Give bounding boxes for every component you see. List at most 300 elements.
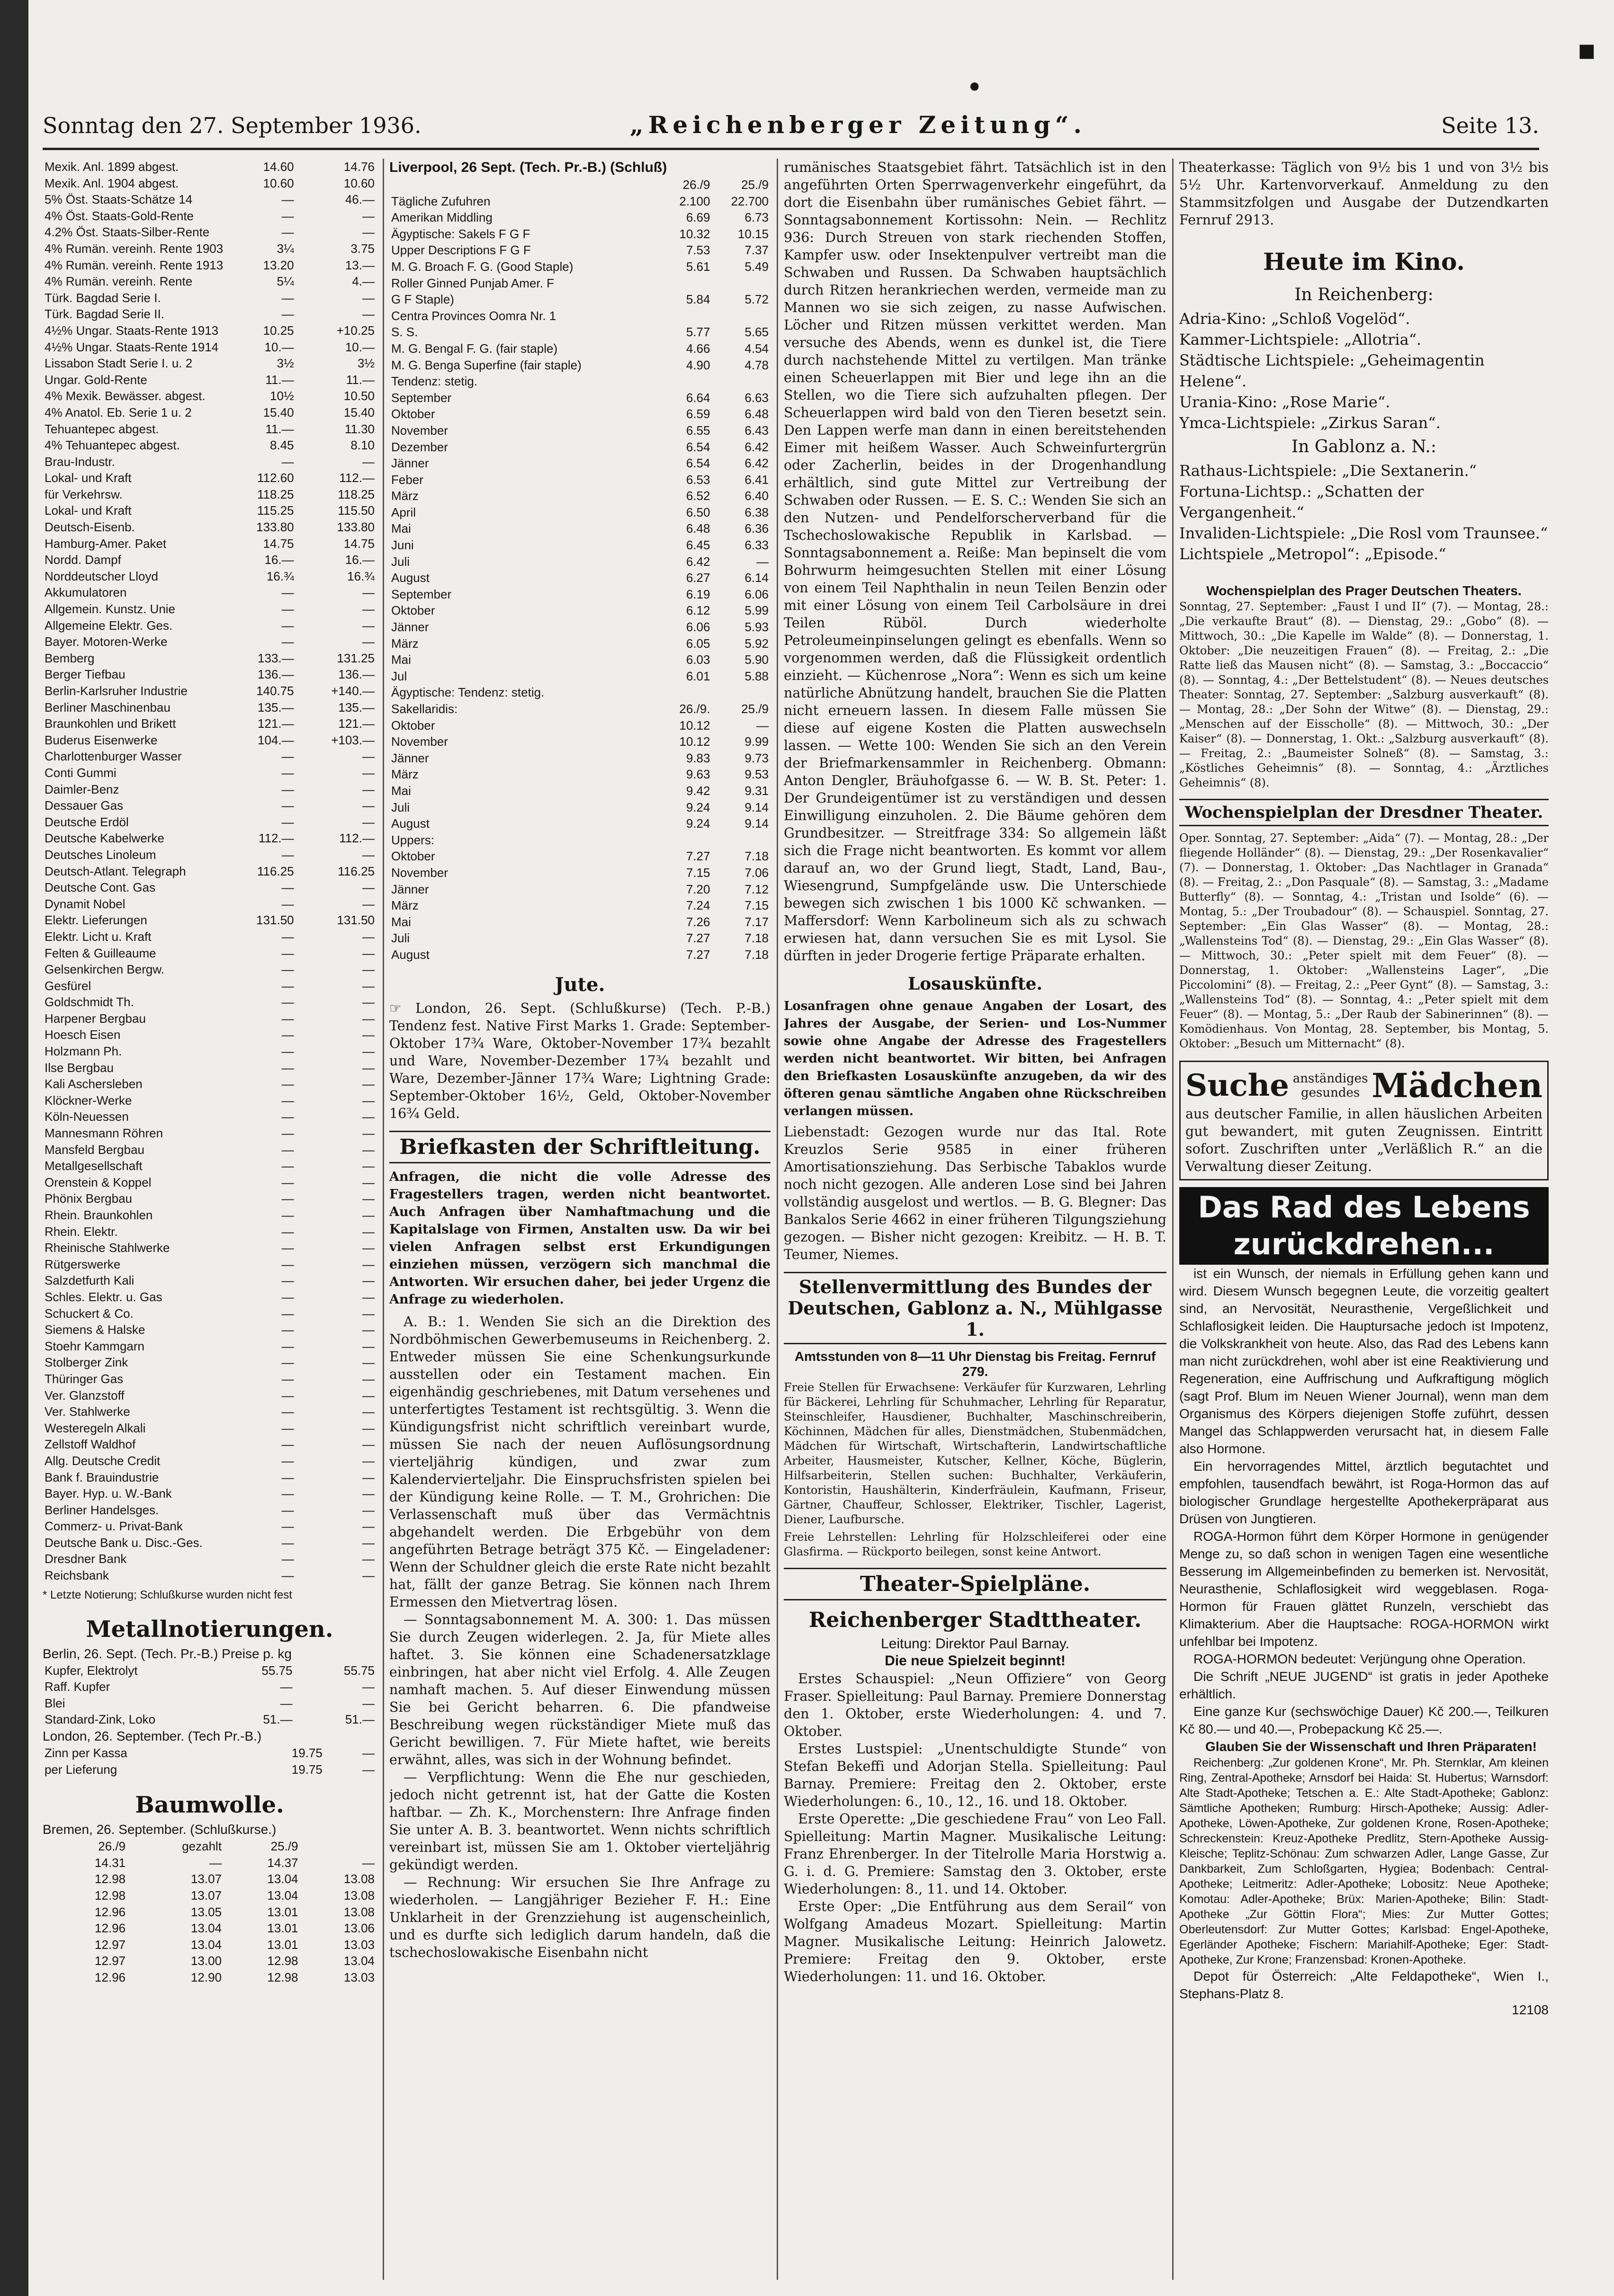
stock-row (43, 470, 377, 486)
cotton-row-value: 13.06 (343, 1921, 375, 1936)
stock-row-value: — (362, 307, 375, 322)
cotton-quote-row-value: 5.84 (686, 292, 710, 307)
stock-row-label: Goldschmidt Th. (45, 995, 134, 1010)
cotton-quote-row-value: 9.42 (686, 783, 710, 798)
cotton-quote-row-label: Mai (391, 652, 411, 667)
hormone-ad-paragraph: Die Schrift „NEUE JUGEND“ ist gratis in jeder Apotheke erhältlich. (1179, 1669, 1549, 1701)
stock-row-value: 15.40 (343, 405, 375, 420)
stock-row-label: 4% Rumän. vereinh. Rente (45, 274, 193, 289)
cotton-quote-row-value: 6.73 (744, 210, 769, 225)
cotton-quote-row-value: 7.37 (744, 243, 769, 258)
stock-row (43, 863, 377, 880)
cotton-row-value: 13.04 (267, 1872, 298, 1886)
stock-row-value: — (281, 1535, 294, 1550)
stock-row-value: 112.— (258, 831, 294, 846)
metal-row-value: 19.75 (291, 1762, 323, 1777)
stock-row (43, 650, 377, 667)
cotton-row-value: 14.37 (267, 1855, 298, 1870)
cotton-quote-row-value: 7.27 (686, 849, 710, 864)
cotton-quote-row-value: 6.63 (744, 390, 769, 405)
stock-row-value: — (362, 1060, 375, 1075)
cotton-quote-row-value: 25./9 (741, 702, 769, 716)
stock-row (43, 421, 377, 438)
ornament-dot: ▪ (1577, 33, 1596, 66)
cotton-quote-row (389, 914, 771, 930)
briefkasten-heading: Briefkasten der Schriftleitung. (389, 1131, 771, 1163)
theater-heading: Theater-Spielpläne. (784, 1568, 1166, 1600)
stock-row (43, 257, 377, 274)
stellenvermittlung-text: Freie Stellen für Erwachsene: Verkäufer für Kurzwaren, Lehrling für Bäckerei, Lehrling für Schuhmacher, Lehrling für Reparatur, Steinschleifer, Hausdiener, Buchhalter, Maschinschreiberin, Köchinnen, Mädchen für alles, Dienstmädchen, Stubenmädchen, Mädchen für Wirtschaft, Wirtschafterin, Landwirtschaftliche Arbeiter, Hausmeister, Kutscher, Kellner, Köche, Büglerin, Hilfsarbeiterin, Stellen suchen: Buchhalter, Verkäuferin, Kontoristin, Haushälterin, Kinderfräulein, Kaufmann, Friseur, Gärtner, Chauffeur, Schlosser, Elektriker, Tischler, Lagerist, Diener, Laufbursche. (784, 1381, 1166, 1526)
cotton-quote-row-label: Tendenz: stetig. (391, 374, 478, 389)
stock-row-value: — (362, 1420, 375, 1435)
metal-row (43, 1662, 377, 1679)
cotton-quote-row-label: M. G. Benga Superfine (fair staple) (391, 357, 582, 372)
hormone-ad-paragraph: Glauben Sie der Wissenschaft und Ihren Präparaten! (1205, 1739, 1537, 1754)
cotton-quote-row-value: 10.15 (737, 226, 769, 241)
stock-row-value: 115.25 (257, 503, 294, 518)
cotton-heading: Baumwolle. (135, 1792, 284, 1819)
stock-row-value: +140.— (331, 684, 375, 698)
stock-row-value: 135.— (258, 700, 294, 715)
stock-row-label: Harpener Bergbau (45, 1011, 146, 1026)
metal-subheading-london: London, 26. September. (Tech Pr.-B.) (43, 1729, 262, 1744)
stock-row (43, 1108, 377, 1125)
stock-row-label: 4½% Ungar. Staats-Rente 1913 (45, 323, 219, 338)
stock-row (43, 1535, 377, 1551)
stock-row-value: — (281, 1519, 294, 1534)
cotton-col-header: 25./9 (270, 1839, 298, 1854)
stock-row-value: — (362, 798, 375, 813)
stock-row-label: Allg. Deutsche Credit (45, 1453, 161, 1468)
cotton-quote-row (389, 750, 771, 767)
stock-row-value: 116.25 (257, 864, 294, 878)
stock-row-value: — (362, 1142, 375, 1157)
hormone-ad-code: 12108 (1512, 2002, 1549, 2017)
stock-row (43, 732, 377, 749)
cotton-quote-row-value: 6.38 (744, 505, 769, 519)
stock-row-value: — (281, 896, 294, 911)
cotton-quote-row-value: 5.92 (744, 636, 769, 651)
stock-row-value: 16.¾ (266, 569, 294, 583)
stock-row-value: 112.— (339, 471, 375, 485)
cotton-quote-row-label: Juni (391, 538, 414, 553)
stock-row-value: — (362, 1289, 375, 1304)
stock-row (43, 1420, 377, 1437)
stock-row-value: — (281, 1388, 294, 1403)
cotton-quote-row-value: 6.05 (686, 636, 710, 651)
cotton-row-value: 13.05 (190, 1904, 222, 1919)
cotton-row-marker (43, 1953, 51, 1969)
stock-row-label: Schles. Elektr. u. Gas (45, 1289, 162, 1304)
cotton-quote-row-value: 22.700 (731, 194, 769, 208)
stock-row (43, 568, 377, 585)
stock-row-label: Ver. Stahlwerke (45, 1404, 130, 1419)
stock-row (43, 1043, 377, 1060)
stock-row-label: Rütgerswerke (45, 1257, 121, 1271)
stock-row-label: Berger Tiefbau (45, 667, 126, 682)
cotton-quote-row (389, 520, 771, 537)
cotton-quote-row (389, 275, 771, 292)
stock-row-label: Conti Gummi (45, 765, 117, 780)
cotton-quote-row (389, 406, 771, 422)
stock-row (43, 1240, 377, 1256)
cotton-quote-row-value: 6.54 (686, 439, 710, 454)
stock-row-value: — (362, 1339, 375, 1353)
stock-row-value: — (281, 208, 294, 223)
stock-row-value: — (281, 1159, 294, 1173)
hormone-ad-heading: Das Rad des Lebens zurückdrehen... (1179, 1187, 1549, 1265)
stock-row-label: Westeregeln Alkali (45, 1420, 146, 1435)
stock-row-label: Norddeutscher Lloyd (45, 569, 158, 583)
cotton-row-marker (43, 1937, 51, 1953)
stock-row-value: 131.25 (337, 651, 375, 665)
cotton-row-value: — (209, 1855, 222, 1870)
cotton-quote-row (389, 815, 771, 832)
stock-row (43, 1060, 377, 1076)
cotton-quote-row (389, 652, 771, 668)
losauskuenfte-heading: Losauskünfte. (907, 974, 1043, 994)
stock-row-value: 135.— (338, 700, 375, 715)
cotton-quote-row (389, 193, 771, 210)
stock-row-value: 8.10 (350, 438, 375, 453)
cotton-row (43, 1969, 377, 1986)
cotton-quote-row-label: März (391, 767, 419, 782)
cotton-quote-row (389, 504, 771, 521)
cotton-quote-row-value: 4.78 (744, 357, 769, 372)
metal-row (43, 1695, 377, 1712)
cotton-quote-row-value: 10.32 (679, 226, 710, 241)
cotton-quote-row-label: Sakellaridis: (391, 702, 458, 716)
cotton-quote-row (389, 701, 771, 717)
stock-row (43, 781, 377, 798)
cotton-quote-row-value: 6.41 (744, 472, 769, 487)
stock-row-value: 115.50 (338, 503, 375, 518)
stellenvermittlung-text2: Freie Lehrstellen: Lehrling für Holzschleiferei oder eine Glasfirma. — Rückporto beilegen, sonst keine Antwort. (784, 1530, 1166, 1558)
stadttheater-program (784, 1670, 1166, 1985)
stock-row-value: — (281, 1339, 294, 1353)
cotton-quote-row-label: Oktober (391, 849, 435, 864)
stock-row-value: — (281, 1257, 294, 1271)
stock-row-label: Dynamit Nobel (45, 896, 126, 911)
cotton-quote-row (389, 422, 771, 439)
cotton-row (43, 1937, 377, 1953)
stock-row-value: — (362, 602, 375, 616)
cotton-quote-row-value: 7.53 (686, 243, 710, 258)
stock-row (43, 502, 377, 519)
stock-row-label: Deutsche Bank u. Disc.-Ges. (45, 1535, 203, 1550)
stock-row-value: — (281, 307, 294, 322)
metal-row-value: — (362, 1680, 375, 1694)
stock-row-value: 116.25 (338, 864, 375, 878)
cotton-row-marker (43, 1969, 51, 1986)
cotton-row-value: 12.98 (267, 1970, 298, 1984)
stellenvermittlung-hours: Amtsstunden von 8—11 Uhr Dienstag bis Freitag. Fernruf 279. (794, 1349, 1156, 1379)
stock-row-label: Metallgesellschaft (45, 1159, 143, 1173)
metal-row-value: — (280, 1696, 293, 1710)
stock-row-value: — (362, 1306, 375, 1321)
stock-row-value: — (362, 208, 375, 223)
stock-row (43, 879, 377, 896)
cotton-row-marker (43, 1855, 51, 1871)
cotton-quote-row (389, 439, 771, 456)
stock-row-label: Deutsches Linoleum (45, 847, 156, 862)
cotton-quote-row-value: 6.43 (744, 423, 769, 438)
cotton-quote-row-label: Dezember (391, 439, 448, 454)
cotton-quote-row-value: 7.18 (744, 947, 769, 962)
metal-row-value: — (362, 1746, 375, 1760)
stock-row-value: — (281, 995, 294, 1010)
stock-row-value: 46.— (345, 192, 375, 207)
stock-row (43, 1469, 377, 1486)
stock-row-label: Dessauer Gas (45, 798, 124, 813)
stock-row-value: — (362, 814, 375, 829)
stock-row-value: — (362, 1093, 375, 1108)
cotton-quote-row-value: 5.61 (686, 259, 710, 274)
cotton-quote-row-label: Feber (391, 472, 423, 487)
header-rule (43, 148, 1539, 150)
metal-row-value: 55.75 (261, 1663, 293, 1678)
stock-row-value: — (281, 1306, 294, 1321)
header-page-number: Seite 13. (1441, 113, 1539, 138)
kino-reichenberg-list (1179, 308, 1549, 433)
cotton-quote-row-value: 6.69 (686, 210, 710, 225)
stock-row-value: 3¼ (277, 241, 294, 256)
cotton-quote-row (389, 684, 771, 701)
cotton-quote-row-value: 2.100 (679, 194, 710, 208)
losauskuenfte-text: Liebenstadt: Gezogen wurde nur das Ital. Rote Kreuzlos Serie 9585 in einer früheren Amortisationsziehung. Das Serbische Tabaklos wurde noch nicht gezogen. Alle anderen Lose sind bei Jahren vollständig ausgelost und wertlos. — B. G. Blegner: Das Bankalos Serie 4662 in einer früheren Tilgungsziehung gezogen. — Bisher nicht gezogen: Kreibitz. — H. B. T. Teumer, Niemes. (784, 1124, 1166, 1262)
stock-row (43, 1076, 377, 1092)
stadttheater-heading: Reichenberger Stadttheater. (808, 1608, 1142, 1632)
cotton-quote-row-value: — (756, 718, 769, 733)
stock-row-value: — (362, 1388, 375, 1403)
cotton-quote-row (389, 865, 771, 881)
cotton-quote-row (389, 602, 771, 619)
stock-row-value: 13.— (345, 258, 375, 272)
stock-row-value: — (362, 1273, 375, 1288)
cotton-quote-row-value: 7.17 (744, 914, 769, 929)
cotton-quote-row-label: November (391, 734, 448, 749)
stock-row-label: Stolberger Zink (45, 1355, 128, 1370)
cotton-quote-row-value: 6.48 (744, 407, 769, 421)
stock-row-value: — (362, 1453, 375, 1468)
stock-row (43, 1092, 377, 1109)
stock-row-value: — (362, 1191, 375, 1206)
cotton-quote-row-value: 9.14 (744, 816, 769, 831)
cotton-quote-row (389, 357, 771, 374)
metal-row-label: Kupfer, Elektrolyt (45, 1663, 138, 1678)
hormone-ad (1179, 1187, 1549, 2018)
stock-row-label: Orenstein & Koppel (45, 1175, 152, 1189)
cotton-quote-row (389, 897, 771, 914)
cotton-row (43, 1871, 377, 1887)
stock-row-value: — (362, 1208, 375, 1222)
metal-heading: Metallnotierungen. (86, 1616, 333, 1643)
stock-row-label: Mansfeld Bergbau (45, 1142, 145, 1157)
stock-row (43, 404, 377, 421)
cotton-quote-row-value: 7.26 (686, 914, 710, 929)
stock-row-value: — (281, 290, 294, 305)
stock-row-value: — (362, 1371, 375, 1386)
metal-table (43, 1662, 377, 1728)
cotton-quote-row-value: 9.24 (686, 816, 710, 831)
stock-row (43, 1158, 377, 1174)
cotton-quote-row (389, 226, 771, 242)
cotton-row-value: 13.07 (190, 1872, 222, 1886)
cotton-row-value: 13.01 (267, 1937, 298, 1952)
liverpool-table (389, 177, 771, 963)
stock-row (43, 961, 377, 978)
cotton-quote-row-value: 7.18 (744, 931, 769, 946)
cotton-row-value: — (362, 1855, 375, 1870)
stock-row-value: — (281, 585, 294, 600)
cotton-row-value: 12.96 (95, 1921, 126, 1936)
cotton-quote-row-value: 9.83 (686, 750, 710, 765)
stock-row-label: Mannesmann Röhren (45, 1126, 163, 1141)
cotton-quote-row-label: März (391, 898, 419, 913)
stock-row-value: — (362, 1027, 375, 1042)
stock-row-value: — (362, 946, 375, 960)
stock-row-value: 121.— (258, 716, 294, 731)
cotton-row-marker (43, 1904, 51, 1921)
stock-row-label: Hamburg-Amer. Paket (45, 536, 167, 551)
stock-row-label: Kali Aschersleben (45, 1077, 143, 1091)
stock-row-value: — (362, 1322, 375, 1337)
losauskuenfte-intro: Losanfragen ohne genaue Angaben der Losart, des Jahres der Ausgabe, der Serien- und Los-Nummer sowie ohne Angabe der Adresse des Fragestellers werden nicht beantwortet. Wir bitten, bei Anfragen den Briefkasten Losauskünfte anzugeben, da wir des öfteren genau sämtliche Angaben ohne Rückschreiben verlangen müssen. (784, 999, 1166, 1118)
stock-row-value: — (362, 962, 375, 977)
cotton-quote-row-label: Jänner (391, 750, 429, 765)
cotton-quote-row-label: September (391, 390, 452, 405)
stock-row (43, 437, 377, 454)
column-rule (383, 159, 384, 2280)
cotton-quote-row (389, 537, 771, 554)
cotton-quote-row-value: 6.55 (686, 423, 710, 438)
stock-row-label: Gelsenkirchen Bergw. (45, 962, 164, 977)
cotton-quote-row (389, 930, 771, 947)
cotton-quote-row-value (663, 832, 712, 849)
stock-row-value: — (281, 1453, 294, 1468)
stock-row-label: Bank f. Brauindustrie (45, 1470, 159, 1484)
stock-row (43, 1371, 377, 1387)
stock-row (43, 699, 377, 716)
stock-row-label: Ver. Glanzstoff (45, 1388, 125, 1403)
stock-row-value: — (362, 1437, 375, 1452)
stock-row-label: Daimler-Benz (45, 782, 119, 796)
stock-row-label: Phönix Bergbau (45, 1191, 133, 1206)
stock-row-value: — (362, 1224, 375, 1239)
stock-row-value: — (362, 782, 375, 796)
cotton-quote-row-label: Tägliche Zufuhren (391, 194, 491, 208)
cotton-quote-row (389, 586, 771, 603)
stock-row (43, 683, 377, 699)
stock-row (43, 1485, 377, 1502)
program-entry: Erste Oper: „Die Entführung aus dem Serail“ von Wolfgang Amadeus Mozart. Spielleitung: Martin Magner. Musikalische Leitung: Heinrich Jalowetz. Premiere: Freitag den 9. Oktober, erste Wiederholungen: 11. und 16. Oktober. (784, 1899, 1166, 1984)
metal-table-london (43, 1745, 377, 1778)
stock-row-value: — (362, 1355, 375, 1370)
stock-row-value: 10.— (264, 339, 294, 354)
stock-row (43, 1354, 377, 1371)
stock-row-label: Bemberg (45, 651, 95, 665)
liverpool-col-header: 25./9 (741, 178, 769, 192)
header-masthead: „Reichenberger Zeitung“. (630, 111, 1086, 139)
cotton-row-value: 13.04 (343, 1954, 375, 1968)
stock-row-value: — (362, 1552, 375, 1566)
stock-row (43, 765, 377, 781)
stock-row-value: 11.— (265, 372, 294, 387)
cotton-quote-row-value: 4.54 (744, 341, 769, 356)
metal-row-label: Standard-Zink, Loko (45, 1712, 156, 1727)
stock-row-value: — (362, 847, 375, 862)
briefkasten-paragraph: — Sonntagsabonnement M. A. 300: 1. Das müssen Sie durch Zeugen widerlegen. 2. Ja, für Miete alles haftet. 3. Sie können eine Schadenersatzklage einbringen, hat aber nicht viel Erfolg. 4. Alle Zeugen namhaft machen. 5. Auf dieser Einwendung müssen Sie bei Gericht beharren. 6. Die pfandweise Beschreibung wegen rückständiger Miete muß das Gericht bewilligen. 7. Für Miete haftet, wie bereits erwähnt, alles, was sich in der Wohnung befindet. (389, 1611, 771, 1768)
cotton-row-value: 13.04 (190, 1921, 222, 1936)
cotton-quote-row (389, 783, 771, 799)
cotton-quote-row-value: 9.53 (744, 767, 769, 782)
stock-row-label: Berlin-Karlsruher Industrie (45, 684, 188, 698)
stock-row-value: — (281, 1208, 294, 1222)
stock-row-value: 16.— (264, 553, 294, 567)
stock-row-value: 112.60 (257, 471, 294, 485)
stock-row (43, 748, 377, 765)
cotton-row (43, 1887, 377, 1904)
stock-row-value: — (281, 1404, 294, 1419)
stock-row-value: 104.— (258, 733, 294, 747)
stock-row-value: 133.— (258, 651, 294, 665)
dresden-heading: Wochenspielplan der Dresdner Theater. (1179, 799, 1549, 826)
stock-row (43, 1322, 377, 1338)
metal-row-value: 51.— (345, 1712, 375, 1727)
stock-row (43, 797, 377, 814)
stock-row-value: — (281, 1077, 294, 1091)
stock-row-value: — (362, 1257, 375, 1271)
stock-row-value: — (362, 765, 375, 780)
page-header (43, 108, 1539, 146)
cotton-quote-row-value (712, 684, 771, 701)
stock-row-label: 4% Rumän. vereinh. Rente 1903 (45, 241, 224, 256)
stock-row (43, 1174, 377, 1191)
stock-row (43, 306, 377, 322)
stock-row-value: — (281, 962, 294, 977)
cotton-quote-row-value: 5.72 (744, 292, 769, 307)
stock-row (43, 601, 377, 617)
stock-row (43, 994, 377, 1010)
stock-row-value: — (362, 1126, 375, 1141)
cotton-row-value: 13.04 (190, 1937, 222, 1952)
stock-row-label: Gesfürel (45, 978, 91, 993)
cotton-row-value: 13.00 (190, 1954, 222, 1968)
stock-row-value: — (281, 1060, 294, 1075)
stock-row-value: 16.— (345, 553, 375, 567)
stock-row-label: Thüringer Gas (45, 1371, 124, 1386)
stock-row (43, 536, 377, 552)
cotton-quote-row (389, 766, 771, 783)
cotton-quote-row (389, 554, 771, 570)
stock-row-value: — (281, 1486, 294, 1501)
cotton-quote-row-value: 5.77 (686, 325, 710, 339)
cotton-quote-row (389, 324, 771, 340)
cotton-row-value: 13.03 (343, 1970, 375, 1984)
cotton-quote-row (389, 373, 771, 390)
cotton-row (43, 1920, 377, 1937)
stock-row-value: — (362, 1568, 375, 1583)
advice-column (784, 159, 1166, 2275)
stock-row-value: — (362, 1535, 375, 1550)
stock-row-label: Braunkohlen und Brikett (45, 716, 176, 731)
stock-row (43, 486, 377, 503)
cotton-quote-row (389, 799, 771, 816)
stock-row-value: 3½ (357, 356, 375, 371)
cotton-quote-row-label: Juli (391, 800, 410, 814)
cotton-quote-row-value: 9.31 (744, 783, 769, 798)
stock-row-value: 10.25 (263, 323, 294, 338)
